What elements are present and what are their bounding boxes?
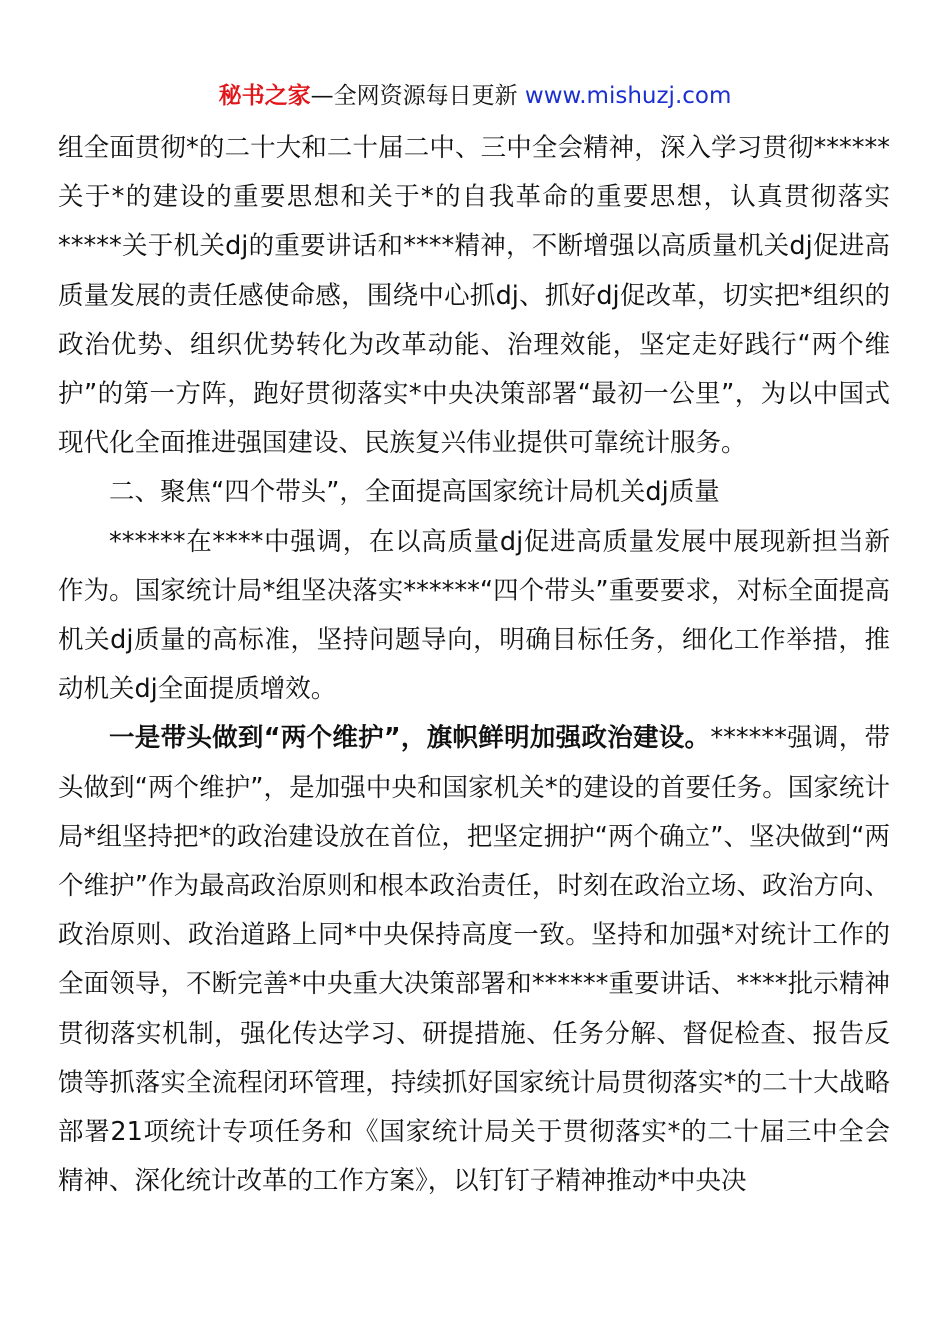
paragraph-3-body: ******强调，带头做到“两个维护”，是加强中央和国家机关*的建设的首要任务。国家统计局*组坚持把*的政治建设放在首位，把坚定拥护“两个确立”、坚决做到“两个维护”作为最高政治原则和根本政治责任，时刻在政治立场、政治方向、政治原则、政治道路上同*中央保持高度一致。坚持和加强*对统计工作的全面领导，不断完善*中央重大决策部署和******重要讲话、****批示精神贯彻落实机制，强化传达学习、研提措施、任务分解、督促检查、报告反馈等抓落实全流程闭环管理，持续抓好国家统计局贯彻落实*的二十大战略部署21项统计专项任务和《国家统计局关于贯彻落实*的二十届三中全会精神、深化统计改革的工作方案》，以钉钉子精神推动*中央决 <box>58 723 890 1197</box>
site-brand: 秘书之家 <box>218 83 311 109</box>
section-heading-2: 二、聚焦“四个带头”，全面提高国家统计局机关dj质量 <box>109 477 720 508</box>
site-url-link[interactable]: www.mishuzj.com <box>524 83 732 109</box>
paragraph-3 <box>58 714 890 1206</box>
document-body <box>58 124 890 1206</box>
paragraph-3-lead: 一是带头做到“两个维护”，旗帜鲜明加强政治建设。 <box>109 723 711 754</box>
paragraph-2: ******在****中强调，在以高质量dj促进高质量发展中展现新担当新作为。国家统计局*组坚决落实******“四个带头”重要要求，对标全面提高机关dj质量的高标准，坚持问题导向，明确目标任务，细化工作举措，推动机关dj全面提质增效。 <box>58 526 890 705</box>
paragraph-1: 组全面贯彻*的二十大和二十届二中、三中全会精神，深入学习贯彻******关于*的建设的重要思想和关于*的自我革命的重要思想，认真贯彻落实*****关于机关dj的重要讲话和****精神，不断增强以高质量机关dj促进高质量发展的责任感使命感，围绕中心抓dj、抓好dj促改革，切实把*组织的政治优势、组织优势转化为改革动能、治理效能，坚定走好践行“两个维护”的第一方阵，跑好贯彻落实*中央决策部署“最初一公里”，为以中国式现代化全面推进强国建设、民族复兴伟业提供可靠统计服务。 <box>58 133 890 459</box>
site-tagline: —全网资源每日更新 <box>310 83 525 109</box>
site-header <box>0 80 950 112</box>
